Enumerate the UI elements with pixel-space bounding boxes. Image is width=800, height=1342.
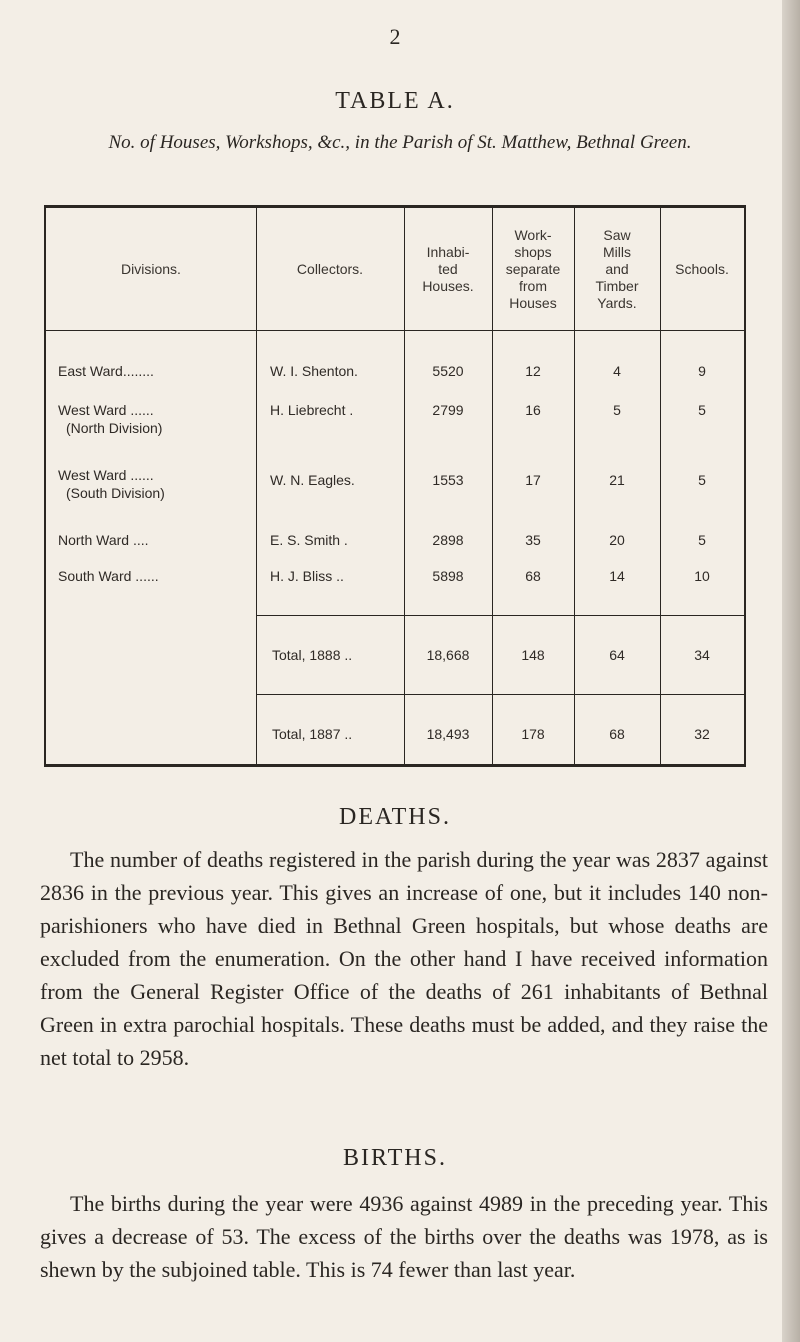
- total-rule: [256, 694, 744, 695]
- total-rule: [256, 615, 744, 616]
- row-sawmills: 5: [613, 402, 621, 418]
- row-workshops: 35: [525, 532, 541, 548]
- total-sawmills: 68: [609, 726, 625, 742]
- row-workshops: 68: [525, 568, 541, 584]
- header-inhabited-houses: Inhabi- ted Houses.: [422, 243, 474, 294]
- header-workshops: Work- shops separate from Houses: [505, 226, 561, 311]
- row-sawmills: 4: [613, 363, 621, 379]
- row-collector: H. Liebrecht .: [270, 402, 354, 418]
- row-collector: E. S. Smith .: [270, 532, 348, 548]
- row-inhabited: 2898: [432, 532, 464, 548]
- total-inhabited: 18,493: [426, 726, 470, 742]
- table-subtitle: No. of Houses, Workshops, &c., in the Parish of St. Matthew, Bethnal Green.: [108, 132, 692, 153]
- row-schools: 5: [698, 472, 706, 488]
- header-collectors: Collectors.: [296, 260, 364, 277]
- row-workshops: 16: [525, 402, 541, 418]
- row-schools: 10: [694, 568, 710, 584]
- row-sawmills: 14: [609, 568, 625, 584]
- births-paragraph: The births during the year were 4936 against 4989 in the preceding year. This gives a decrease of 53. The excess of the births over the deaths was 1978, as is shewn by the subjoined table. This is 74 fewer than last year.: [40, 1191, 768, 1282]
- deaths-paragraph: The number of deaths registered in the parish during the year was 2837 against 2836 in the previous year. This gives an increase of one, but it includes 140 non-parishioners who have died in Bethnal Green hospitals, but whose deaths are excluded from the enumeration. On the other hand I have received information from the General Register Office of the deaths of 261 inhabitants of Bethnal Green in extra parochial hospitals. These deaths must be added, and they raise the net total to 2958.: [40, 847, 768, 1070]
- total-workshops: 148: [521, 647, 545, 663]
- row-division: West Ward ......: [58, 402, 154, 418]
- row-division-sub: (South Division): [66, 485, 165, 501]
- row-inhabited: 2799: [432, 402, 464, 418]
- row-division-sub: (North Division): [66, 420, 163, 436]
- total-schools: 32: [694, 726, 710, 742]
- header-saw-mills: Saw Mills and Timber Yards.: [595, 226, 639, 311]
- total-label: Total, 1888 ..: [272, 647, 353, 663]
- houses-table: [44, 205, 746, 767]
- row-division: East Ward........: [58, 363, 154, 379]
- row-inhabited: 1553: [432, 472, 464, 488]
- total-inhabited: 18,668: [426, 647, 470, 663]
- row-schools: 5: [698, 402, 706, 418]
- row-division: West Ward ......: [58, 467, 154, 483]
- row-division: North Ward ....: [58, 532, 149, 548]
- row-sawmills: 21: [609, 472, 625, 488]
- row-workshops: 17: [525, 472, 541, 488]
- table-title: TABLE A.: [335, 88, 455, 114]
- row-inhabited: 5520: [432, 363, 464, 379]
- page-edge-shadow: [782, 0, 800, 1342]
- total-label: Total, 1887 ..: [272, 726, 353, 742]
- total-sawmills: 64: [609, 647, 625, 663]
- header-divisions: Divisions.: [121, 260, 181, 277]
- total-workshops: 178: [521, 726, 545, 742]
- row-inhabited: 5898: [432, 568, 464, 584]
- births-heading: BIRTHS.: [343, 1145, 447, 1171]
- deaths-heading: DEATHS.: [338, 804, 451, 830]
- row-division: South Ward ......: [58, 568, 159, 584]
- header-schools: Schools.: [675, 260, 729, 277]
- header-rule: [46, 330, 744, 331]
- row-collector: W. N. Eagles.: [270, 472, 355, 488]
- row-workshops: 12: [525, 363, 541, 379]
- page-number: 2: [389, 24, 401, 49]
- row-sawmills: 20: [609, 532, 625, 548]
- row-schools: 5: [698, 532, 706, 548]
- row-collector: H. J. Bliss ..: [270, 568, 344, 584]
- total-schools: 34: [694, 647, 710, 663]
- row-schools: 9: [698, 363, 706, 379]
- row-collector: W. I. Shenton.: [270, 363, 358, 379]
